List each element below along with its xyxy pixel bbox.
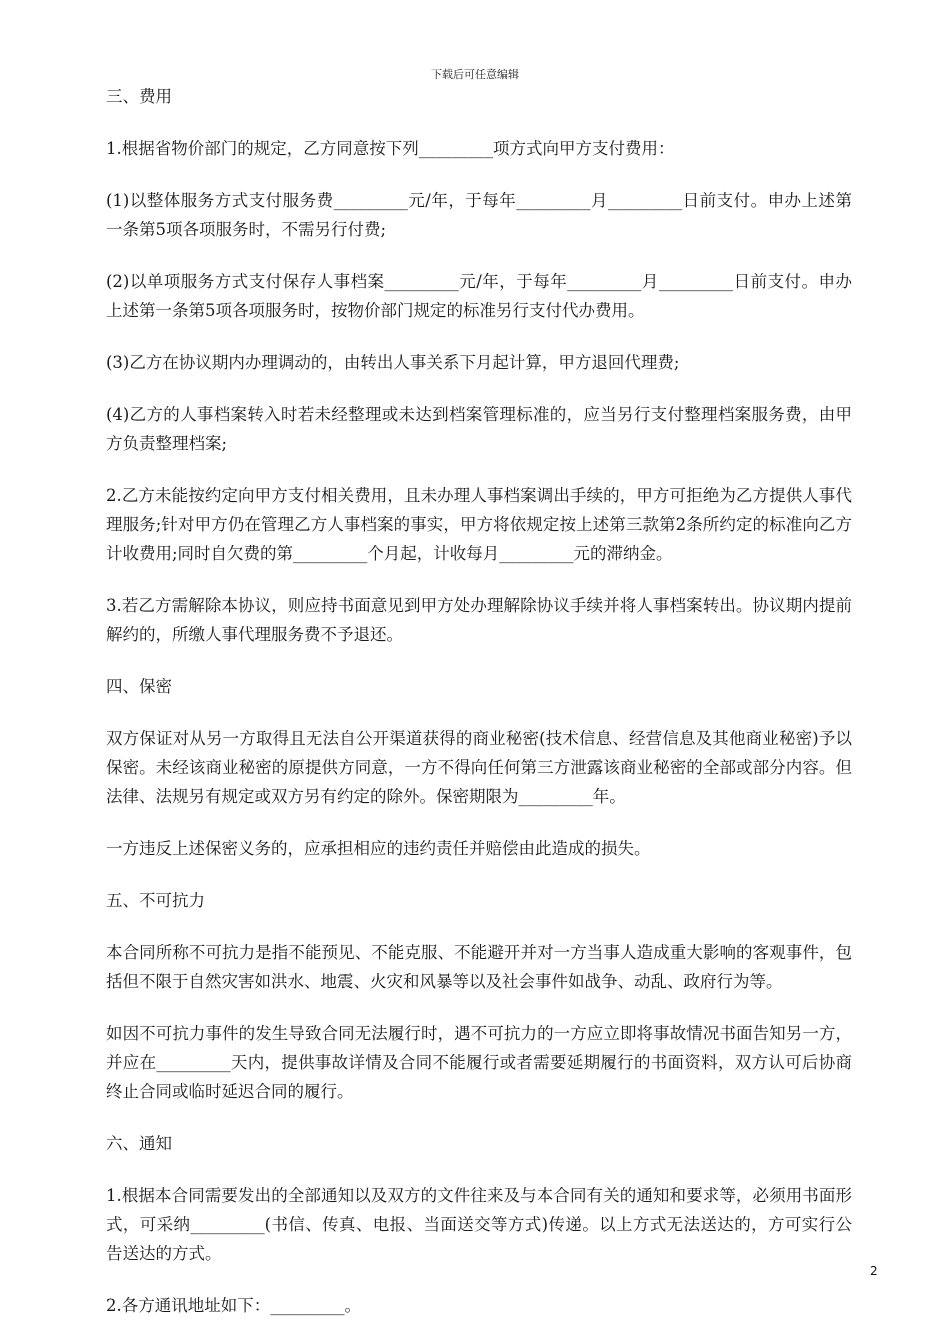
fees-clause-1: 1.根据省物价部门的规定，乙方同意按下列_________项方式向甲方支付费用： (106, 139, 675, 158)
fees-item-1: (1)以整体服务方式支付服务费_________元/年，于每年_________月_________日前支付。申办上述第一条第5项各项服务时，不需另行付费; (106, 191, 852, 239)
notice-clause-2: 2.各方通讯地址如下：_________。 (106, 1296, 361, 1315)
confidentiality-clause-1: 双方保证对从另一方取得且无法自公开渠道获得的商业秘密(技术信息、经营信息及其他商业秘密)予以保密。未经该商业秘密的原提供方同意，一方不得向任何第三方泄露该商业秘密的全部或部分内容。但法律、法规另有规定或双方另有约定的除外。保密期限为_________年。 (106, 729, 852, 806)
fees-item-3: (3)乙方在协议期内办理调动的，由转出人事关系下月起计算，甲方退回代理费; (106, 353, 680, 372)
confidentiality-clause-2: 一方违反上述保密义务的，应承担相应的违约责任并赔偿由此造成的损失。 (106, 839, 651, 858)
section-heading-confidentiality: 四、保密 (106, 677, 172, 696)
force-majeure-clause-1: 本合同所称不可抗力是指不能预见、不能克服、不能避开并对一方当事人造成重大影响的客观事件，包括但不限于自然灾害如洪水、地震、火灾和风暴等以及社会事件如战争、动乱、政府行为等。 (106, 943, 852, 991)
section-heading-notice: 六、通知 (106, 1134, 172, 1153)
notice-clause-1: 1.根据本合同需要发出的全部通知以及双方的文件往来及与本合同有关的通知和要求等，必须用书面形式，可采纳_________(书信、传真、电报、当面送交等方式)传递。以上方式无法送达的，方可实行公告送达的方式。 (106, 1186, 852, 1263)
fees-item-2: (2)以单项服务方式支付保存人事档案_________元/年，于每年_________月_________日前支付。申办上述第一条第5项各项服务时，按物价部门规定的标准另行支付代办费用。 (106, 272, 852, 320)
section-heading-force-majeure: 五、不可抗力 (106, 891, 205, 910)
header-note: 下载后可任意编辑 (431, 68, 519, 81)
page-number: 2 (870, 1264, 878, 1278)
force-majeure-clause-2: 如因不可抗力事件的发生导致合同无法履行时，遇不可抗力的一方应立即将事故情况书面告知另一方，并应在_________天内，提供事故详情及合同不能履行或者需要延期履行的书面资料，双方认可后协商终止合同或临时延迟合同的履行。 (106, 1024, 852, 1101)
fees-item-4: (4)乙方的人事档案转入时若未经整理或未达到档案管理标准的，应当另行支付整理档案服务费，由甲方负责整理档案; (106, 405, 852, 453)
document-body (106, 82, 852, 1343)
fees-clause-3: 3.若乙方需解除本协议，则应持书面意见到甲方处办理解除协议手续并将人事档案转出。协议期内提前解约的，所缴人事代理服务费不予退还。 (106, 596, 852, 644)
fees-clause-2: 2.乙方未能按约定向甲方支付相关费用，且未办理人事档案调出手续的，甲方可拒绝为乙方提供人事代理服务;针对甲方仍在管理乙方人事档案的事实，甲方将依规定按上述第三款第2条所约定的标准向乙方计收费用;同时自欠费的第_________个月起，计收每月_________元的滞纳金。 (106, 486, 852, 563)
section-heading-fees: 三、费用 (106, 87, 172, 106)
